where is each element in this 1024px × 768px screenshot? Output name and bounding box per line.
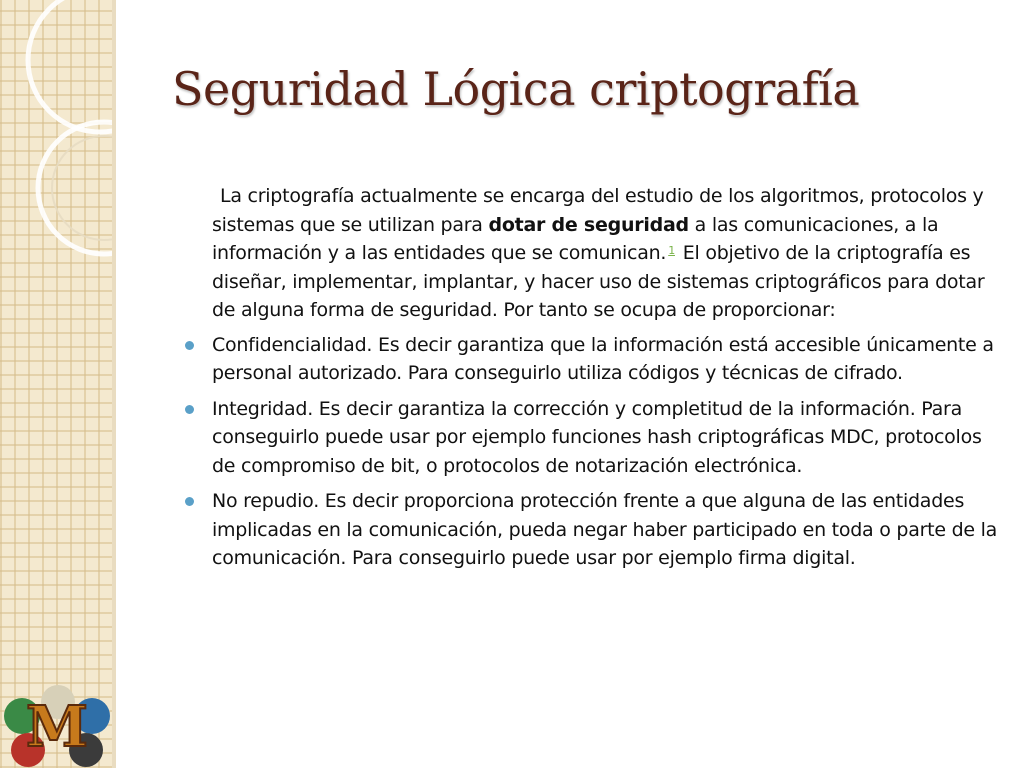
- intro-text-3: El objetivo de la criptografía es diseñar, implementar, implantar, y hacer uso de sistemas criptográficos para dotar de alguna forma de seguridad. Por tanto se ocupa de proporcionar:: [212, 242, 985, 321]
- list-item-integridad: [212, 395, 1002, 481]
- intro-paragraph: [212, 182, 1002, 325]
- round-bullet-icon: [185, 405, 194, 414]
- footnote-link[interactable]: 1: [668, 244, 675, 257]
- list-item-confidencialidad: [212, 331, 1002, 388]
- logo-letter: M: [26, 694, 88, 760]
- bullet-list: [212, 331, 1002, 573]
- intro-text-2: a las comunicaciones, a la información y a las entidades que se comunican.: [212, 213, 939, 264]
- list-item-text: No repudio. Es decir proporciona protección frente a que alguna de las entidades implicadas en la comunicación, pueda negar haber participado en toda o parte de la comunicación. Para conseguirlo puede usar por ejemplo firma digital.: [212, 490, 998, 569]
- sidebar-divider: [112, 0, 116, 768]
- slide-body: [212, 182, 1002, 580]
- intro-bold-text: dotar de seguridad: [488, 213, 689, 236]
- decorative-sidebar: [0, 0, 112, 768]
- list-item-text: Integridad. Es decir garantiza la corrección y completitud de la información. Para conseguirlo puede usar por ejemplo funciones hash criptográficas MDC, protocolos de compromiso de bit, o protocolos de notarización electrónica.: [212, 397, 982, 477]
- list-item-text: Confidencialidad. Es decir garantiza que la información está accesible únicamente a personal autorizado. Para conseguirlo utiliza códigos y técnicas de cifrado.: [212, 333, 994, 384]
- slide-title: Seguridad Lógica criptografía: [172, 62, 860, 116]
- decorative-rings: [0, 0, 112, 768]
- round-bullet-icon: [185, 497, 194, 506]
- round-bullet-icon: [185, 341, 194, 350]
- intro-text-1: La criptografía actualmente se encarga del estudio de los algoritmos, protocolos y sistemas que se utilizan para: [212, 185, 984, 236]
- magic-logo-icon: [0, 676, 112, 768]
- list-item-no-repudio: [212, 487, 1002, 573]
